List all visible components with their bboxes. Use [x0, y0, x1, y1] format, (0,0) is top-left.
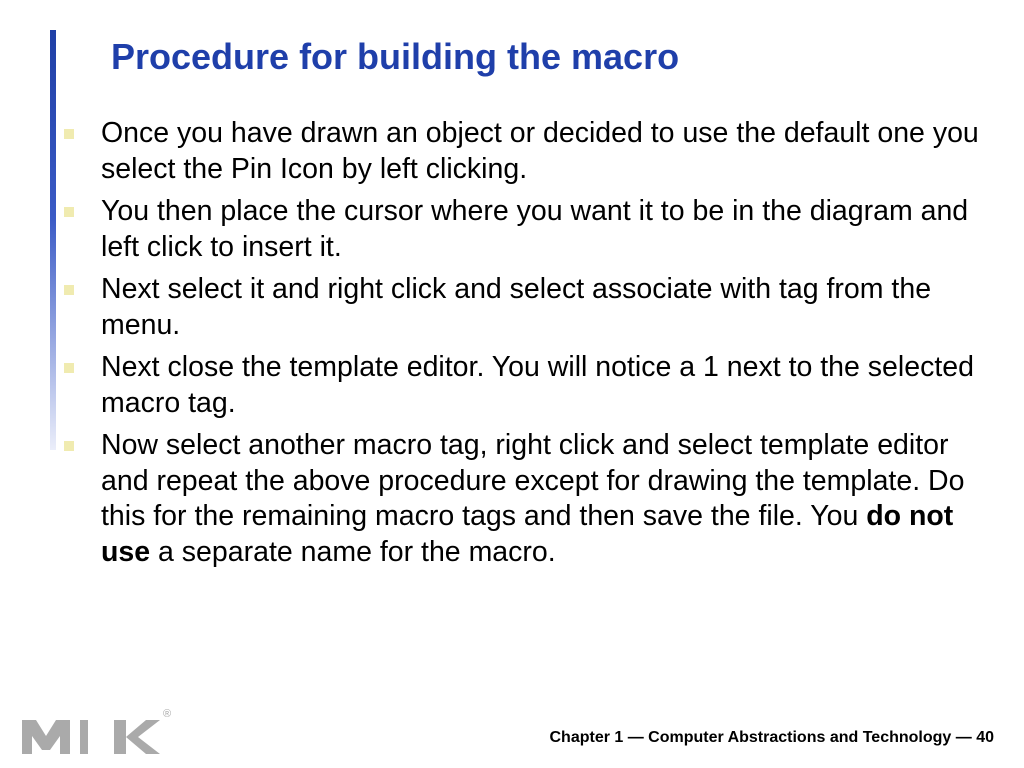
bullet-text: Once you have drawn an object or decided to use the default one you select the Pin Icon by left clicking. — [101, 117, 979, 185]
bullet-square-icon — [64, 129, 74, 139]
bullet-text: Now select another macro tag, right click and select template editor and repeat the above procedure except for drawing the template. Do this for the remaining macro tags and then save the file. You — [101, 429, 965, 532]
accent-bar — [50, 30, 56, 450]
bullet-text: a separate name for the macro. — [150, 535, 556, 568]
registered-mark: ® — [163, 708, 172, 720]
bullet-text: You then place the cursor where you want it to be in the diagram and left click to insert it. — [101, 195, 969, 263]
bullet-square-icon — [64, 285, 74, 295]
slide-footer: Chapter 1 — Computer Abstractions and Technology — 40 — [549, 729, 994, 746]
bullet-text: Next select it and right click and select associate with tag from the menu. — [101, 273, 932, 341]
slide-title: Procedure for building the macro — [111, 36, 680, 77]
bullet-text: Next close the template editor. You will notice a 1 next to the selected macro tag. — [101, 351, 974, 419]
bullet-square-icon — [64, 207, 74, 217]
bullet-item — [64, 272, 984, 343]
bullet-emphasis: do not use — [101, 500, 954, 568]
bullet-item — [64, 194, 984, 265]
bullet-list — [64, 116, 984, 577]
bullet-item — [64, 350, 984, 421]
bullet-square-icon — [64, 441, 74, 451]
mk-logo — [22, 706, 178, 756]
bullet-item — [64, 116, 984, 187]
bullet-square-icon — [64, 363, 74, 373]
bullet-item — [64, 428, 984, 570]
